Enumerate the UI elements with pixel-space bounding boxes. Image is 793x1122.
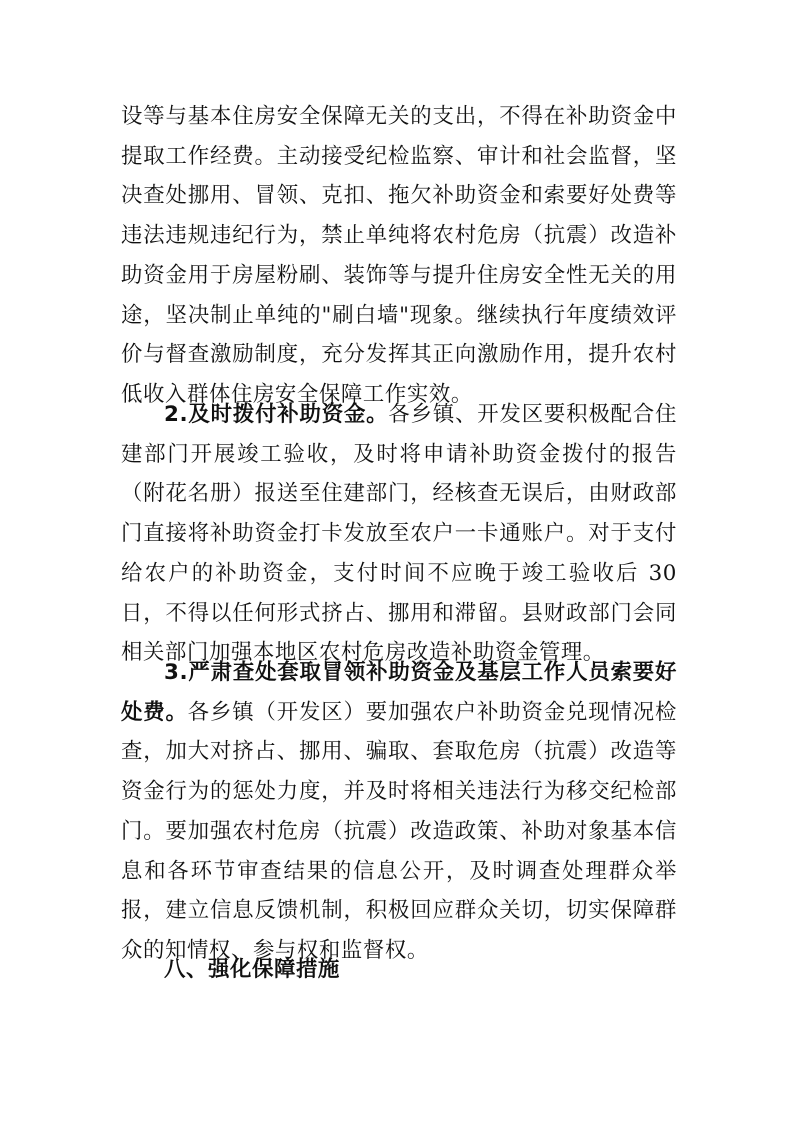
paragraph-text: 设等与基本住房安全保障无关的支出，不得在补助资金中提取工作经费。主动接受纪检监察、审计和社会监督，坚决查处挪用、冒领、克扣、拖欠补助资金和索要好处费等违法违规违纪行为，禁止单纯将农村危房（抗震）改造补助资金用于房屋粉刷、装饰等与提升住房安全性无关的用途，坚决制止单纯的"刷白墙"现象。继续执行年度绩效评价与督查激励制度，充分发挥其正向激励作用，提升农村低收入群体住房安全保障工作实效。 xyxy=(121,104,677,407)
paragraph-investigate-fraud xyxy=(121,653,677,971)
section-heading xyxy=(121,950,677,990)
paragraph-body xyxy=(121,395,677,673)
paragraph-heading: 3.严肃查处套取冒领补助资金及基层工作人员索要好处费。 xyxy=(121,660,677,725)
paragraph-body xyxy=(121,653,677,971)
paragraph-fund-supervision xyxy=(121,97,677,415)
paragraph-text: 各乡镇（开发区）要加强农户补助资金兑现情况检查，加大对挤占、挪用、骗取、套取危房（抗震）改造等资金行为的惩处力度，并及时将相关违法行为移交纪检部门。要加强农村危房（抗震）改造政策、补助对象基本信息和各环节审查结果的信息公开，及时调查处理群众举报，建立信息反馈机制，积极回应群众关切，切实保障群众的知情权、参与权和监督权。 xyxy=(121,699,677,963)
paragraph-timely-disbursement xyxy=(121,395,677,673)
section-heading-text: 八、强化保障措施 xyxy=(164,957,340,982)
paragraph-heading: 2.及时拨付补助资金。 xyxy=(164,402,389,427)
paragraph-text: 各乡镇、开发区要积极配合住建部门开展竣工验收，及时将申请补助资金拨付的报告（附花名册）报送至住建部门，经核查无误后，由财政部门直接将补助资金打卡发放至农户一卡通账户。对于支付给农户的补助资金，支付时间不应晚于竣工验收后 30 日，不得以任何形式挤占、挪用和滞留。县财政部门会同相关部门加强本地区农村危房改造补助资金管理。 xyxy=(121,402,677,666)
